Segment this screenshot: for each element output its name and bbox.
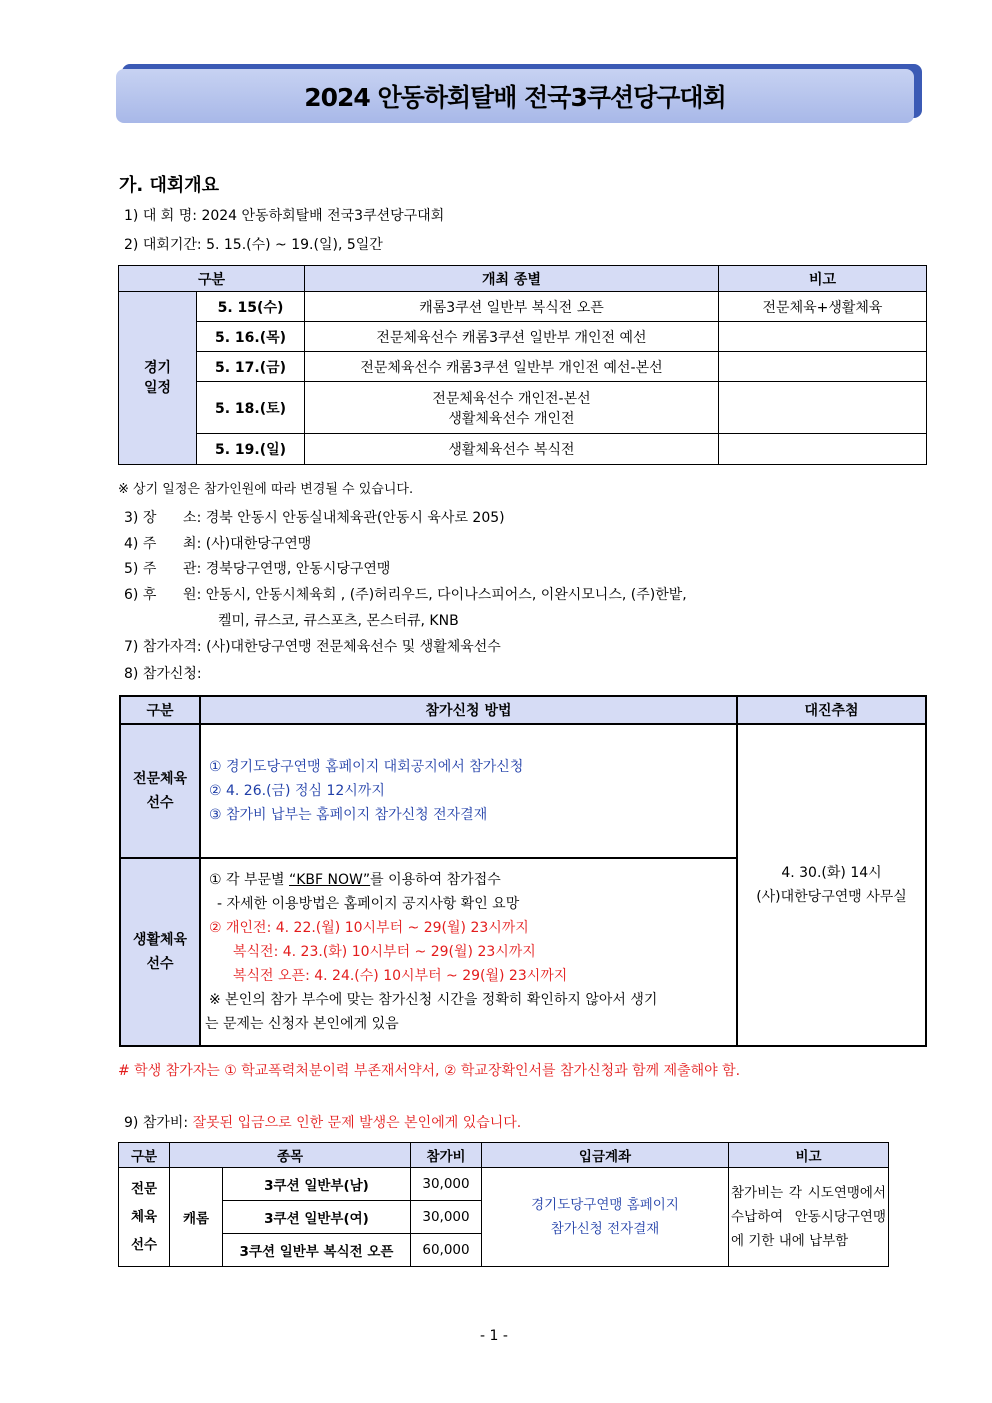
registration-amateur-period: 복식전 오픈: 4. 24.(수) 10시부터 ~ 29(월) 23시까지 — [233, 968, 568, 984]
fee-amount: 60,000 — [411, 1234, 482, 1267]
detail-registration: 8) 참가신청: — [124, 666, 202, 682]
schedule-event-line: 생활체육선수 개인전 — [448, 410, 575, 427]
registration-pro-method — [200, 724, 737, 858]
schedule-event: 전문체육선수 캐롬3쿠션 일반부 개인전 예선 — [305, 322, 719, 352]
detail-host: 4) 주 최: (사)대한당구연맹 — [124, 536, 312, 552]
fee-header-account: 입금계좌 — [482, 1143, 729, 1168]
registration-amateur-method — [200, 858, 737, 1046]
registration-amateur-step: ① 각 부문별 “KBF NOW”를 이용하여 참가접수 — [209, 872, 501, 888]
detail-venue: 3) 장 소: 경북 안동시 안동실내체육관(안동시 육사로 205) — [124, 510, 505, 526]
fee-header-event: 종목 — [170, 1143, 411, 1168]
schedule-header-category: 구분 — [119, 266, 305, 292]
fee-account-line: 경기도당구연맹 홈페이지 — [531, 1197, 679, 1213]
schedule-note — [719, 352, 927, 382]
fee-header-category: 구분 — [119, 1143, 170, 1168]
schedule-date: 5. 17.(금) — [197, 352, 305, 382]
fee-amount: 30,000 — [411, 1201, 482, 1234]
fee-event: 3쿠션 일반부 복식전 오픈 — [223, 1234, 411, 1267]
registration-amateur-step: - 자세한 이용방법은 홈페이지 공지사항 확인 요망 — [217, 896, 520, 912]
registration-pro-label: 전문체육 선수 — [120, 724, 200, 858]
schedule-note — [719, 382, 927, 434]
schedule-event-line: 전문체육선수 개인전-본선 — [432, 390, 591, 407]
registration-header-category: 구분 — [120, 696, 200, 724]
registration-amateur-period: 복식전: 4. 23.(화) 10시부터 ~ 29(월) 23시까지 — [233, 944, 536, 960]
registration-pro-step: ③ 참가비 납부는 홈페이지 참가신청 전자결재 — [209, 807, 488, 823]
registration-draw-place: (사)대한당구연맹 사무실 — [756, 889, 907, 905]
schedule-event: 캐롬3쿠션 일반부 복식전 오픈 — [305, 292, 719, 322]
registration-amateur-period: ② 개인전: 4. 22.(월) 10시부터 ~ 29(월) 23시까지 — [209, 920, 529, 936]
detail-eligibility: 7) 참가자격: (사)대한당구연맹 전문체육선수 및 생활체육선수 — [124, 639, 501, 655]
schedule-date: 5. 15(수) — [197, 292, 305, 322]
detail-organizer: 5) 주 관: 경북당구연맹, 안동시당구연맹 — [124, 561, 391, 577]
schedule-event — [305, 382, 719, 434]
fee-heading: 9) 참가비: 잘못된 입금으로 인한 문제 발생은 본인에게 있습니다. — [124, 1115, 522, 1131]
registration-header-draw: 대진추첨 — [737, 696, 926, 724]
schedule-event: 생활체육선수 복식전 — [305, 434, 719, 465]
schedule-table — [118, 265, 927, 465]
fee-table — [118, 1142, 889, 1267]
fee-account — [482, 1168, 729, 1267]
fee-account-line: 참가신청 전자결재 — [550, 1221, 660, 1237]
fee-header-remark: 비고 — [729, 1143, 889, 1168]
schedule-date: 5. 19.(일) — [197, 434, 305, 465]
fee-warning: 잘못된 입금으로 인한 문제 발생은 본인에게 있습니다. — [192, 1115, 522, 1131]
schedule-group-label: 경기 일정 — [119, 292, 197, 465]
fee-header-fee: 참가비 — [411, 1143, 482, 1168]
registration-amateur-note: ※ 본인의 참가 부수에 맞는 참가신청 시간을 정확히 확인하지 않아서 생기 — [209, 992, 658, 1008]
registration-amateur-label: 생활체육 선수 — [120, 858, 200, 1046]
fee-category: 캐롬 — [170, 1168, 223, 1267]
schedule-footnote: ※ 상기 일정은 참가인원에 따라 변경될 수 있습니다. — [118, 482, 414, 497]
schedule-header-event: 개최 종별 — [305, 266, 719, 292]
fee-remark: 참가비는 각 시도연맹에서 수납하여 안동시당구연맹에 기한 내에 납부함 — [729, 1168, 889, 1267]
schedule-note — [719, 434, 927, 465]
schedule-note — [719, 322, 927, 352]
student-note: # 학생 참가자는 ① 학교폭력처분이력 부존재서약서, ② 학교장확인서를 참가신청과 함께 제출해야 함. — [118, 1063, 741, 1079]
registration-table — [119, 695, 927, 1047]
schedule-date: 5. 18.(토) — [197, 382, 305, 434]
schedule-header-note: 비고 — [719, 266, 927, 292]
overview-name: 1) 대 회 명: 2024 안동하회탈배 전국3쿠션당구대회 — [124, 208, 445, 224]
schedule-date: 5. 16.(목) — [197, 322, 305, 352]
registration-pro-step: ① 경기도당구연맹 홈페이지 대회공지에서 참가신청 — [209, 759, 524, 775]
fee-event: 3쿠션 일반부(남) — [223, 1168, 411, 1201]
fee-event: 3쿠션 일반부(여) — [223, 1201, 411, 1234]
registration-amateur-note: 는 문제는 신청자 본인에게 있음 — [205, 1016, 399, 1032]
detail-sponsor-cont: 켈미, 큐스코, 큐스포츠, 몬스터큐, KNB — [218, 613, 459, 629]
page-number: - 1 - — [480, 1328, 508, 1344]
detail-sponsor: 6) 후 원: 안동시, 안동시체육회 , (주)허리우드, 다이나스피어스, 이완시모니스, (주)한밭, — [124, 587, 687, 603]
schedule-note: 전문체육+생활체육 — [719, 292, 927, 322]
registration-draw-time: 4. 30.(화) 14시 — [781, 865, 882, 881]
registration-header-method: 참가신청 방법 — [200, 696, 737, 724]
fee-amount: 30,000 — [411, 1168, 482, 1201]
registration-draw — [737, 724, 926, 1046]
schedule-event: 전문체육선수 캐롬3쿠션 일반부 개인전 예선-본선 — [305, 352, 719, 382]
section-heading: 가. 대회개요 — [119, 175, 220, 196]
fee-group-label: 전문 체육 선수 — [119, 1168, 170, 1267]
document-title: 2024 안동하회탈배 전국3쿠션당구대회 — [116, 69, 914, 123]
registration-pro-step: ② 4. 26.(금) 정심 12시까지 — [209, 783, 385, 799]
kbf-now-link: “KBF NOW” — [289, 872, 371, 888]
overview-period: 2) 대회기간: 5. 15.(수) ~ 19.(일), 5일간 — [124, 237, 383, 253]
